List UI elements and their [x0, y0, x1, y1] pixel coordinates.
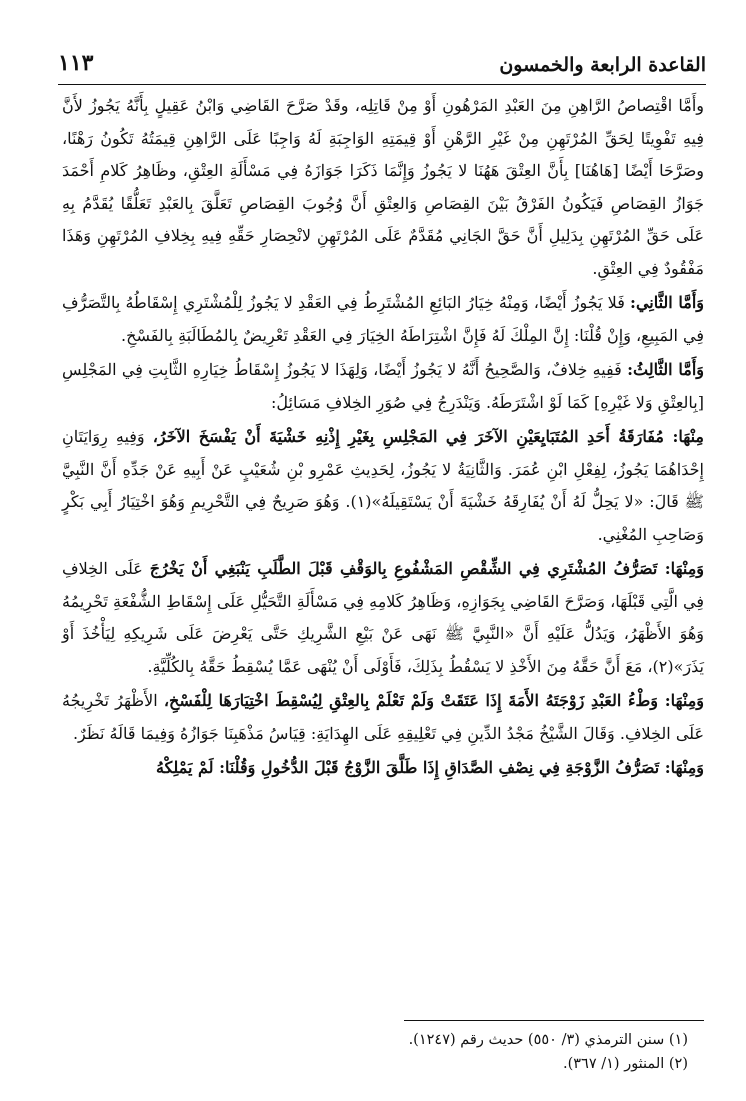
paragraph-lead: وَأَمَّا الثَّانِي:: [630, 293, 705, 312]
paragraph: [62, 421, 704, 551]
footnote: (١) سنن الترمذي (٣/ ٥٥٠) حديث رقم (١٢٤٧).: [408, 1032, 688, 1048]
paragraph-lead: وَمِنْهَا: تَصَرُّفُ المُشْتَرِي فِي الشِّقْصِ المَشْفُوعِ بِالوَقْفِ قَبْلَ الطَّلَبِ يَنْبَغِي أَنْ يَخْرُجَ: [149, 559, 705, 578]
running-head: القاعدة الرابعة والخمسون: [499, 54, 706, 76]
footnotes: [62, 1028, 688, 1076]
main-text: [62, 90, 704, 787]
paragraph-text: الأَظْهَرُ تَخْرِيجُهُ عَلَى الخِلافِ. وَقَالَ الشَّيْخُ مَجْدُ الدِّينِ فِي تَعْلِيقِهِ عَلَى الهِدَايَةِ: قِيَاسُ مَذْهَبِنَا جَوَازُهُ وَفِيمَا قَالَهُ نَظَرٌ.: [62, 691, 704, 743]
paragraph-text: عَلَى الخِلافِ فِي الَّتِي قَبْلَهَا، وَصَرَّحَ القَاضِي بِجَوَازِهِ، وَظَاهِرُ كَلامِهِ فِي مَسْأَلَةِ التَّحَيُّلِ عَلَى إِسْقَاطِ الشُّفْعَةِ تَحْرِيمُهُ وَهُوَ الأَظْهَرُ، وَيَدُلُّ عَلَيْهِ أَنَّ «النَّبِيَّ ﷺ نَهَى عَنْ بَيْعِ الشَّرِيكِ حَتَّى يَعْرِضَ عَلَى شَرِيكِهِ لِيَأْخُذَ أَوْ يَذَرَ»(٢)، مَعَ أَنَّ حَقَّهُ مِنَ الأَخْذِ لا يَسْقُطُ بِذَلِكَ، فَأَوْلَى أَنْ يُنْهَى عَمَّا يُسْقِطُ حَقَّهُ بِالكُلِّيَّةِ.: [62, 559, 704, 676]
paragraph: [62, 752, 704, 785]
paragraph-text: وَفِيهِ رِوَايَتَانِ إِحْدَاهُمَا يَجُوزُ، لِفِعْلِ ابْنِ عُمَرَ. وَالثَّانِيَةُ لا يَجُوزُ، لِحَدِيثِ عَمْرِو بْنِ شُعَيْبٍ عَنْ أَبِيهِ عَنْ جَدِّهِ أَنَّ النَّبِيَّ ﷺ قَالَ: «لا يَحِلُّ لَهُ أَنْ يُفَارِقَهُ خَشْيَةَ أَنْ يَسْتَقِيلَهُ»(١). وَهُوَ صَرِيحٌ فِي التَّحْرِيمِ وَهُوَ اخْتِيَارُ أَبِي بَكْرٍ وَصَاحِبِ المُغْنِي.: [62, 427, 705, 544]
paragraph-text: فَلا يَجُوزُ أَيْضًا، وَمِنْهُ خِيَارُ البَائِعِ المُشْتَرِطُ فِي العَقْدِ لا يَجُوزُ لِلْمُشْتَرِي إِسْقَاطُهُ بِالتَّصَرُّفِ فِي المَبِيعِ، وَإِنْ قُلْنَا: إِنَّ المِلْكَ لَهُ فَإِنَّ اشْتِرَاطَهُ الخِيَارَ فِي العَقْدِ تَعْرِيضٌ بِالمُطَالَبَةِ بِالفَسْخِ.: [62, 293, 704, 345]
paragraph: [62, 287, 704, 352]
paragraph-lead: مِنْهَا: مُفَارَقَةُ أَحَدِ المُتَبَايِعَيْنِ الآخَرَ فِي المَجْلِسِ بِغَيْرِ إِذْنِهِ خَشْيَةَ أَنْ يَفْسَخَ الآخَرُ،: [152, 427, 704, 446]
paragraph-lead: وَأَمَّا الثَّالِثُ:: [627, 360, 705, 379]
footnote: (٢) المنثور (١/ ٣٦٧).: [562, 1056, 688, 1072]
page-header: [58, 48, 706, 84]
footnote-divider: [404, 1020, 704, 1021]
paragraph: [62, 90, 704, 285]
paragraph: [62, 354, 704, 419]
paragraph-text: وأَمَّا اقْتِصاصُ الرَّاهِنِ مِنَ العَبْدِ المَرْهُونِ أَوْ مِنْ قَاتِلِه، وقَدْ صَرَّحَ القَاضِي وَابْنُ عَقِيلٍ بِأَنَّهُ يَجُوزُ لأَنَّ فِيهِ تَفْوِيتًا لِحَقِّ المُرْتَهِنِ مِنْ غَيْرِ الرَّهْنِ أَوْ قِيمَتِهِ الوَاجِبَةِ لَهُ وَاجِبًا عَلَى الرَّاهِنِ قِيمَتُهُ تَكُونُ رَهْنًا، وصَرَّحَا أَيْضًا [هَاهُنَا] بِأَنَّ العِتْقَ هَهُنَا لا يَجُوزُ وَإِنَّمَا ذَكَرَا جَوَازَهُ فِي مَسْأَلَةِ العِتْقِ، وظَاهِرُ كَلامِ أَحْمَدَ جَوَازُ القِصَاصِ فَيَكُونُ الفَرْقُ بَيْنَ القِصَاصِ وَالعِتْقِ أَنَّ وُجُوبَ القِصَاصِ تَعَلَّقَ بِالعَبْدِ تَعَلُّقًا يُقَدَّمُ بِهِ عَلَى حَقِّ المُرْتَهِنِ بِدَلِيلِ أَنَّ حَقَّ الجَانِي مُقَدَّمٌ عَلَى المُرْتَهِنِ لانْحِصَارِ حَقِّهِ فِيهِ بِخِلافِ المُرْتَهِنِ وَهَذَا مَفْقُودٌ فِي العِتْقِ.: [62, 96, 705, 278]
paragraph: [62, 553, 704, 683]
page-number: ١١٣: [58, 50, 94, 76]
header-divider: [58, 84, 706, 85]
paragraph-lead: وَمِنْهَا: وَطْءُ العَبْدِ زَوْجَتَهُ الأَمَةَ إِذَا عَتَقَتْ وَلَمْ تَعْلَمْ بِالعِتْقِ لِيُسْقِطَ اخْتِيَارَهَا لِلْفَسْخِ،: [163, 691, 705, 710]
paragraph-lead: وَمِنْهَا: تَصَرُّفُ الزَّوْجَةِ فِي نِصْفِ الصَّدَاقِ إِذَا طَلَّقَ الزَّوْجُ قَبْلَ الدُّخُولِ وَقُلْنَا: لَمْ يَمْلِكْهُ: [155, 758, 704, 777]
paragraph: [62, 685, 704, 750]
paragraph-text: فَفِيهِ خِلافٌ، وَالصَّحِيحُ أَنَّهُ لا يَجُوزُ أَيْضًا، وَلِهَذَا لا يَجُوزُ إِسْقَاطُ خِيَارِهِ الثَّابِتِ فِي المَجْلِسِ [بِالعِتْقِ وَلا غَيْرِهِ] كَمَا لَوْ اشْتَرَطَهُ. وَيَنْدَرِجُ فِي صُوَرِ الخِلافِ مَسَائِلُ:: [62, 360, 704, 412]
